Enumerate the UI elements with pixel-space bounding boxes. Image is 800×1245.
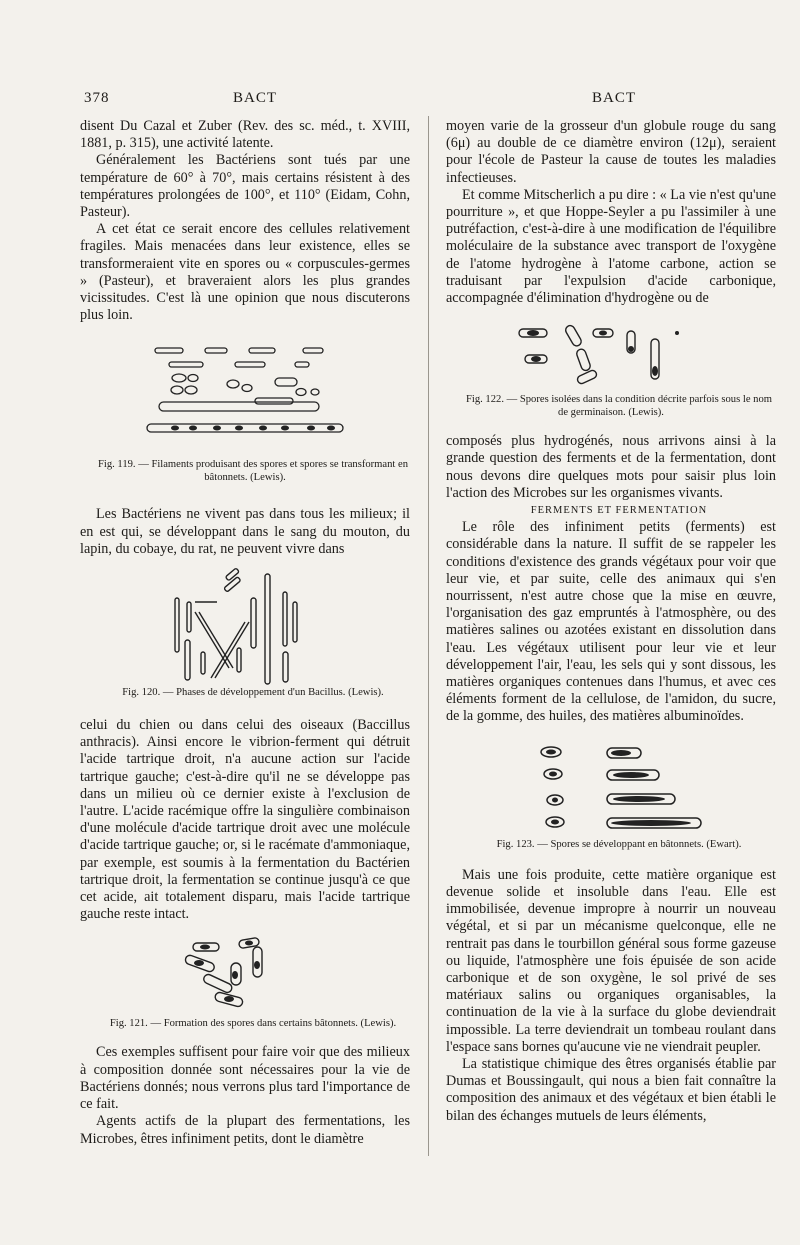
figure-121-caption: Fig. 121. — Formation des spores dans certains bâtonnets. (Lewis). — [109, 1018, 397, 1030]
figure-123 — [511, 742, 711, 838]
paragraph: celui du chien ou dans celui des oiseaux (Baccillus anthracis). Ainsi encore le vibrion-ferment qui détruit l'acide tartrique droit, n'a aucune action sur l'acide tartrique gauche; c'est-à-dire qu'il ne se développe pas dans un milieu où ce dernier existe à l'exclusion de l'autre. L'acide racémique offre la singulière combinaison d'une molécule d'acide tartrique droit avec une molécule d'acide tartrique gauche; or, si le racémate d'ammoniaque, par exemple, est soumis à la fermentation du Bactérien tartrique droit, la fermentation se continue jusqu'à ce que cet acide, ait totalement disparu, mais l'acide tartrique gauche reste intact. — [80, 717, 410, 923]
paragraph: Mais une fois produite, cette matière organique est devenue solide et insoluble dans l'eau. Elle est immobilisée, devenue impropre à nourrir un nouveau végétal, et si par un mécanisme quelconque, elle ne rentrait pas dans le tourbillon général sous forme gazeuse ou liquide, l'atmosphère une fois épuisée de son acide carbonique et de son oxygène, le sol privé de ses matériaux salins ou organiques organisables, la continuation de la vie à la surface du globe deviendrait impossible. La terre deviendrait un tombeau roulant dans l'espace sans bornes qu'aucune vie ne viendrait peupler. — [446, 866, 776, 1055]
paragraph: Ces exemples suffisent pour faire voir que des milieux à composition donnée sont nécessaires pour la vie de Bactériens donnés; nous verrons plus tard l'importance de ce fait. — [80, 1044, 410, 1113]
paragraph: disent Du Cazal et Zuber (Rev. des sc. méd., t. XVIII, 1881, p. 315), une activité latente. — [80, 118, 410, 152]
running-head-right: BACT — [592, 90, 637, 106]
right-column — [446, 118, 776, 1125]
page-number: 378 — [84, 90, 110, 106]
figure-119-caption: Fig. 119. — Filaments produisant des spores et spores se transformant en bâtonnets. (Lewis). — [97, 459, 409, 484]
column-divider — [428, 116, 429, 1156]
paragraph: A cet état ce serait encore des cellules relativement fragiles. Mais menacées dans leur existence, elles se transformeraient vite en spores ou « corpuscules-germes » (Pasteur), et braveraient alors les plus grandes vicissitudes. C'est là une opinion que nous discuterons plus loin. — [80, 221, 410, 324]
paragraph: Le rôle des infiniment petits (ferments) est considérable dans la nature. Il suffit de se rappeler les conditions d'existence des grands végétaux pour voir que leur vie, et par suite, celle des animaux qui s'en nourrissent, n'est autre chose que la mise en œuvre, l'organisation des gaz empruntés à l'atmosphère, ou des matières salines ou azotées existant en dissolution dans l'eau. Les végétaux utilisent pour leur vie et leur développement l'air, l'eau, les sels qui y sont dissous, les matières organiques contenues dans l'humus, et avec ces éléments forment de la cellulose, de l'amidon, du sucre, de la gomme, des huiles, des matières albuminoïdes. — [446, 519, 776, 725]
paragraph: moyen varie de la grosseur d'un globule rouge du sang (6μ) au double de ce diamètre environ (12μ), seraient pour l'école de Pasteur la cause de toutes les maladies infectieuses. — [446, 118, 776, 186]
paragraph: La statistique chimique des êtres organisés établie par Dumas et Boussingault, qui nous a bien fait connaître la composition des animaux et des végétaux et bien établi le bilan des échanges mutuels de leurs éléments, — [446, 1055, 776, 1124]
paragraph: composés plus hydrogénés, nous arrivons ainsi à la grande question des ferments et de la fermentation, dont nous devons dire quelques mots pour saisir plus loin l'action des Microbes sur les organismes vivants. — [446, 433, 776, 501]
figure-121 — [175, 937, 315, 1017]
paragraph: Et comme Mitscherlich a pu dire : « La vie n'est qu'une pourriture », et que Hoppe-Seyler a pu l'assimiler à une putréfaction, c'est-à-dire à une modification de l'équilibre moléculaire de la substance avec transport de l'oxygène de l'atome hydrogène à l'atome carbone, action se traduisant par l'expulsion d'acide carbonique, accompagnée d'élimination d'hydrogène ou de — [446, 186, 776, 307]
figure-122-caption: Fig. 122. — Spores isolées dans la condition décrite parfois sous le nom de germinaison. (Lewis). — [466, 394, 772, 419]
figure-123-caption: Fig. 123. — Spores se développant en bâtonnets. (Ewart). — [496, 838, 742, 850]
figure-120 — [165, 568, 325, 686]
left-column — [80, 118, 410, 1148]
running-head-left: BACT — [233, 90, 278, 106]
figure-122 — [511, 321, 711, 393]
paragraph: Généralement les Bactériens sont tués par une température de 60° à 70°, mais certains résistent à des températures prolongées de 100°, et 110° (Eidam, Cohn, Pasteur). — [80, 152, 410, 221]
paragraph: Les Bactériens ne vivent pas dans tous les milieux; il en est qui, se développant dans le sang du mouton, du lapin, du cobaye, du rat, ne peuvent vivre dans — [80, 506, 410, 557]
figure-120-caption: Fig. 120. — Phases de développement d'un Bacillus. (Lewis). — [122, 687, 384, 699]
section-heading: FERMENTS ET FERMENTATION — [530, 505, 708, 517]
figure-119 — [135, 340, 355, 458]
paragraph: Agents actifs de la plupart des fermentations, les Microbes, êtres infiniment petits, dont le diamètre — [80, 1113, 410, 1147]
